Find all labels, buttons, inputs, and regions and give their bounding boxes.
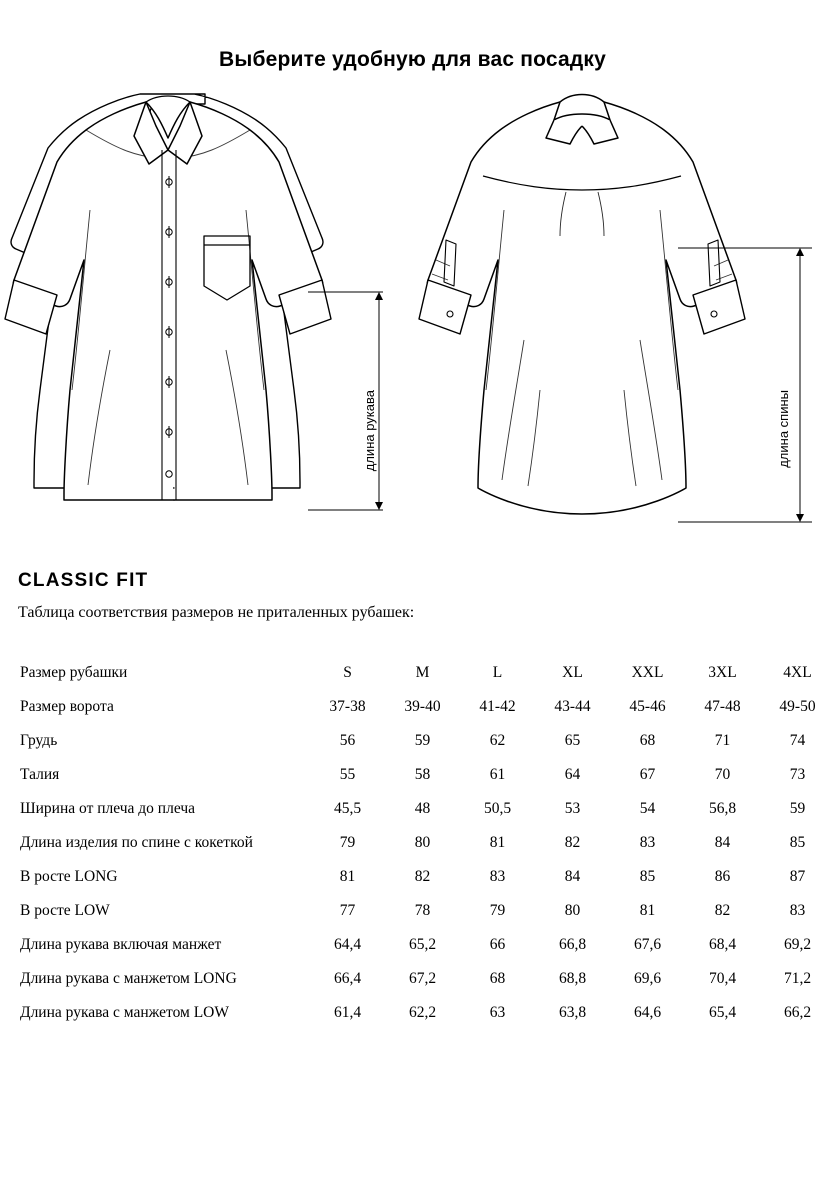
table-cell: 65,2 bbox=[408, 936, 437, 953]
table-cell: 56,8 bbox=[708, 800, 737, 817]
table-size-header: XXL bbox=[631, 664, 664, 681]
table-cell: 37-38 bbox=[329, 698, 366, 715]
table-cell: 65,4 bbox=[708, 1004, 737, 1021]
table-row bbox=[18, 928, 825, 962]
table-cell: 70,4 bbox=[708, 970, 737, 987]
table-row bbox=[18, 690, 825, 724]
table-size-header: L bbox=[492, 664, 503, 681]
size-table bbox=[18, 656, 825, 1030]
table-cell: 80 bbox=[414, 834, 431, 851]
table-size-header: 4XL bbox=[783, 664, 812, 681]
table-row-label: В росте LOW bbox=[20, 902, 110, 919]
table-cell: 81 bbox=[639, 902, 656, 919]
table-row bbox=[18, 962, 825, 996]
table-row-label: В росте LONG bbox=[20, 868, 118, 885]
table-cell: 66,8 bbox=[558, 936, 587, 953]
table-row-label: Ширина от плеча до плеча bbox=[20, 800, 196, 817]
table-row bbox=[18, 792, 825, 826]
front-shirt-group bbox=[5, 96, 331, 500]
shirt-diagram-svg bbox=[0, 90, 825, 560]
table-cell: 68,8 bbox=[558, 970, 587, 987]
table-cell: 45,5 bbox=[333, 800, 362, 817]
table-cell: 82 bbox=[564, 834, 581, 851]
table-cell: 63,8 bbox=[558, 1004, 587, 1021]
table-row bbox=[18, 894, 825, 928]
table-size-header: XL bbox=[562, 664, 583, 681]
fit-section bbox=[0, 560, 825, 1030]
table-cell: 82 bbox=[714, 902, 731, 919]
page-title: Выберите удобную для вас посадку bbox=[218, 48, 607, 71]
table-row bbox=[18, 996, 825, 1030]
table-cell: 74 bbox=[789, 732, 806, 749]
table-cell: 79 bbox=[489, 902, 506, 919]
table-row-label: Длина рукава с манжетом LONG bbox=[20, 970, 237, 987]
table-cell: 80 bbox=[564, 902, 581, 919]
table-cell: 68,4 bbox=[708, 936, 737, 953]
table-row-label: Длина рукава с манжетом LOW bbox=[20, 1004, 230, 1021]
table-cell: 62 bbox=[489, 732, 506, 749]
table-cell: 73 bbox=[789, 766, 806, 783]
table-cell: 84 bbox=[564, 868, 581, 885]
table-cell: 61,4 bbox=[333, 1004, 362, 1021]
table-cell: 78 bbox=[414, 902, 431, 919]
table-cell: 68 bbox=[489, 970, 506, 987]
fit-subtitle: Таблица соответствия размеров не приталенных рубашек: bbox=[18, 604, 415, 621]
table-cell: 86 bbox=[714, 868, 731, 885]
table-cell: 59 bbox=[414, 732, 431, 749]
table-cell: 64 bbox=[564, 766, 581, 783]
table-row bbox=[18, 724, 825, 758]
table-cell: 84 bbox=[714, 834, 731, 851]
table-cell: 43-44 bbox=[554, 698, 591, 715]
table-cell: 67 bbox=[639, 766, 656, 783]
table-cell: 83 bbox=[789, 902, 806, 919]
table-cell: 83 bbox=[639, 834, 656, 851]
table-cell: 71,2 bbox=[783, 970, 812, 987]
fit-name: CLASSIC FIT bbox=[18, 570, 149, 591]
table-cell: 45-46 bbox=[629, 698, 666, 715]
table-cell: 81 bbox=[339, 868, 356, 885]
table-cell: 85 bbox=[639, 868, 656, 885]
table-size-header: S bbox=[343, 664, 352, 681]
table-row-label: Размер ворота bbox=[20, 698, 114, 715]
table-cell: 81 bbox=[489, 834, 506, 851]
back-shirt-group bbox=[419, 95, 745, 515]
table-cell: 61 bbox=[489, 766, 506, 783]
table-cell: 64,6 bbox=[633, 1004, 662, 1021]
table-size-header: 3XL bbox=[708, 664, 737, 681]
table-cell: 77 bbox=[339, 902, 356, 919]
table-cell: 66,2 bbox=[783, 1004, 812, 1021]
table-cell: 50,5 bbox=[483, 800, 512, 817]
table-cell: 47-48 bbox=[704, 698, 741, 715]
table-header-row bbox=[18, 656, 825, 690]
table-cell: 66,4 bbox=[333, 970, 362, 987]
table-cell: 71 bbox=[714, 732, 731, 749]
table-row-label: Длина рукава включая манжет bbox=[20, 936, 222, 953]
table-row bbox=[18, 826, 825, 860]
table-row bbox=[18, 758, 825, 792]
table-cell: 53 bbox=[564, 800, 581, 817]
table-cell: 41-42 bbox=[479, 698, 516, 715]
table-row-label: Длина изделия по спине с кокеткой bbox=[20, 834, 253, 851]
table-cell: 65 bbox=[564, 732, 581, 749]
table-header-label: Размер рубашки bbox=[20, 664, 128, 681]
table-cell: 48 bbox=[414, 800, 431, 817]
table-cell: 55 bbox=[339, 766, 356, 783]
table-cell: 67,2 bbox=[408, 970, 437, 987]
table-cell: 59 bbox=[789, 800, 806, 817]
table-cell: 39-40 bbox=[404, 698, 441, 715]
table-cell: 63 bbox=[489, 1004, 506, 1021]
shirt-illustration bbox=[0, 90, 825, 560]
table-cell: 69,2 bbox=[783, 936, 812, 953]
table-row-label: Талия bbox=[20, 766, 60, 783]
table-row bbox=[18, 860, 825, 894]
table-row-label: Грудь bbox=[20, 732, 58, 749]
table-cell: 58 bbox=[414, 766, 431, 783]
table-cell: 62,2 bbox=[408, 1004, 437, 1021]
table-cell: 64,4 bbox=[333, 936, 362, 953]
sleeve-length-label: длина рукава bbox=[362, 390, 377, 472]
table-cell: 87 bbox=[789, 868, 806, 885]
table-cell: 70 bbox=[714, 766, 731, 783]
table-cell: 66 bbox=[489, 936, 506, 953]
table-cell: 83 bbox=[489, 868, 506, 885]
table-cell: 68 bbox=[639, 732, 656, 749]
table-cell: 67,6 bbox=[633, 936, 662, 953]
table-size-header: M bbox=[415, 664, 430, 681]
back-length-label: длина спины bbox=[776, 390, 791, 468]
table-cell: 82 bbox=[414, 868, 431, 885]
table-cell: 56 bbox=[339, 732, 356, 749]
table-cell: 79 bbox=[339, 834, 356, 851]
table-cell: 69,6 bbox=[633, 970, 662, 987]
table-cell: 54 bbox=[639, 800, 656, 817]
table-cell: 49-50 bbox=[779, 698, 816, 715]
table-cell: 85 bbox=[789, 834, 806, 851]
